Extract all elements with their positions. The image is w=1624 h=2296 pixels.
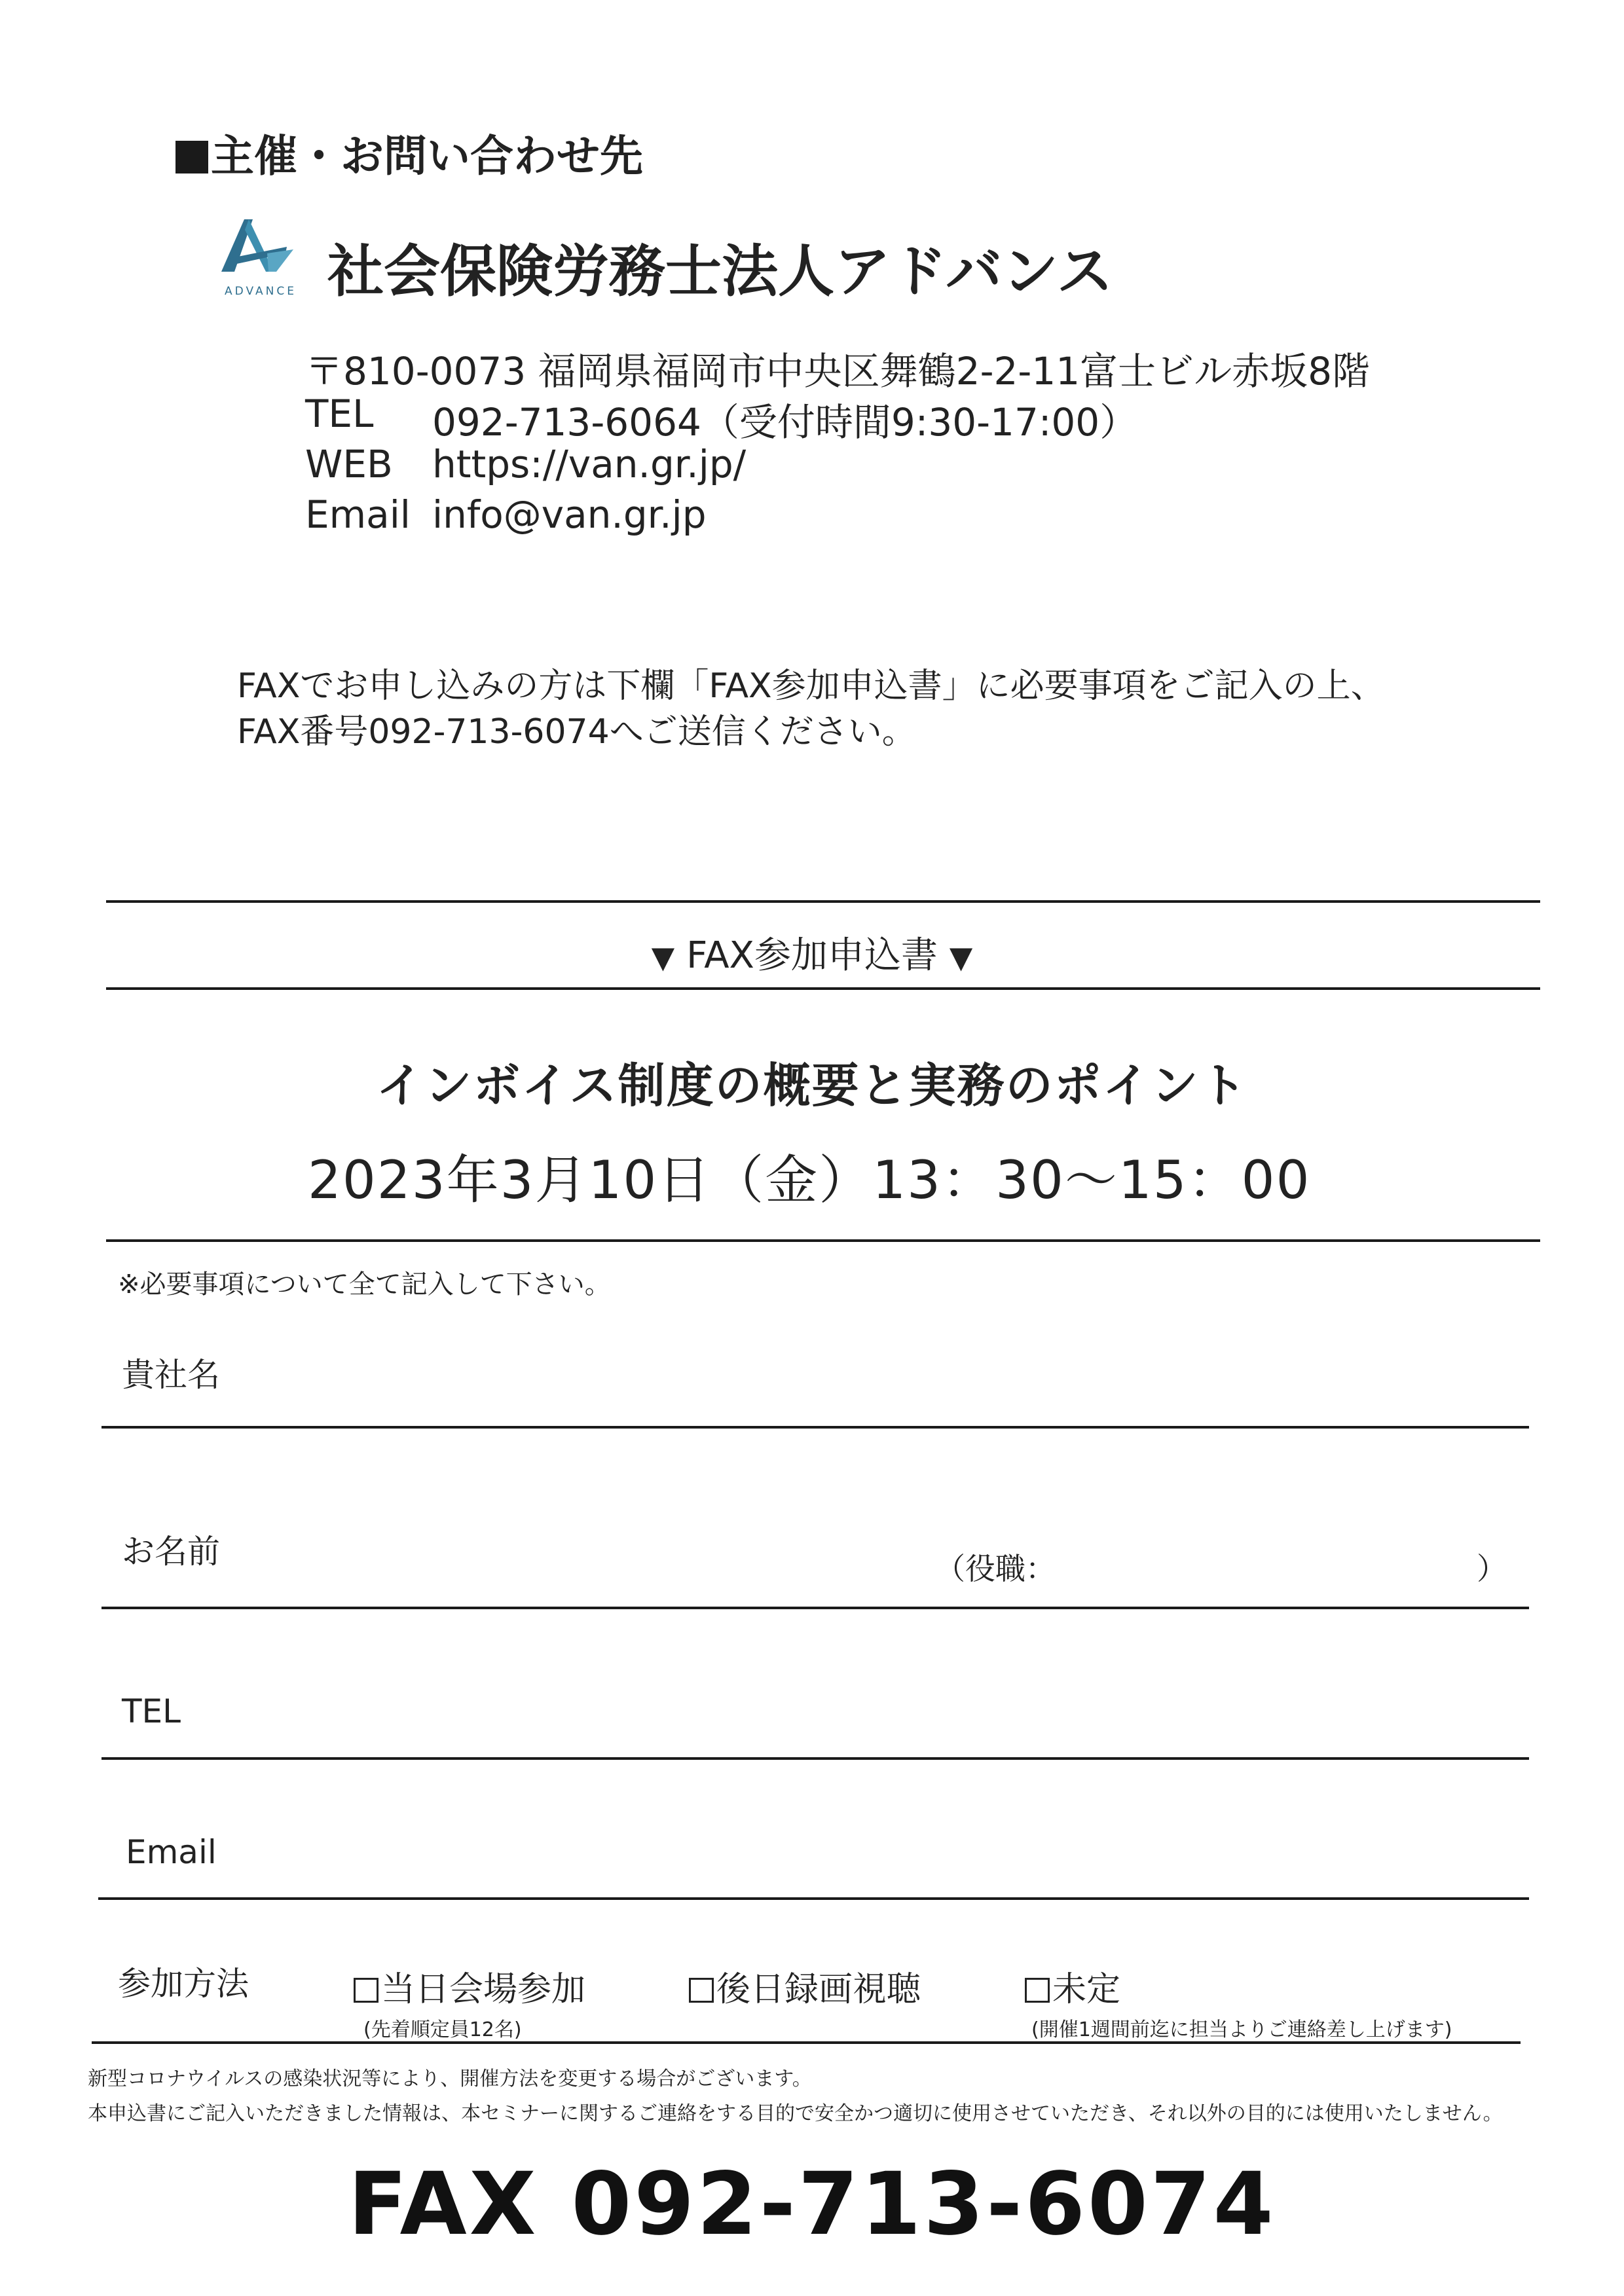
email-field[interactable] xyxy=(308,1817,1526,1889)
attendance-underline xyxy=(92,2041,1521,2044)
organization-name: 社会保険労務士法人アドバンス xyxy=(327,239,1113,304)
seminar-title: インボイス制度の概要と実務のポイント xyxy=(376,1058,1248,1113)
disclaimer-privacy: 本申込書にご記入いただきました情報は、本セミナーに関するご連絡をする目的で安全かつ適切に使用させていただき、それ以外の目的には使用いたしません。 xyxy=(88,2102,1503,2125)
company-label: 貴社名 xyxy=(122,1356,220,1394)
attend-undecided-option[interactable]: 未定 xyxy=(1025,1961,1120,2011)
divider xyxy=(106,900,1540,903)
attendance-label: 参加方法 xyxy=(118,1965,249,2003)
disclaimer-covid: 新型コロナウイルスの感染状況等により、開催方法を変更する場合がございます。 xyxy=(88,2068,812,2090)
form-heading: ▼ FAX参加申込書 ▼ xyxy=(651,934,973,977)
company-underline xyxy=(101,1426,1529,1429)
tel-field-label: TEL xyxy=(122,1692,181,1730)
advance-logo xyxy=(208,206,313,304)
divider xyxy=(106,987,1540,990)
tel-label: TEL xyxy=(305,392,374,436)
email-field-label: Email xyxy=(126,1833,217,1871)
down-triangle-icon: ▼ xyxy=(651,939,675,975)
logo-wordmark: ADVANCE xyxy=(225,285,297,298)
required-note: ※必要事項について全て記入して下さい。 xyxy=(118,1269,611,1300)
attend-recording-option[interactable]: 後日録画視聴 xyxy=(689,1961,921,2011)
checkbox[interactable] xyxy=(1025,1978,1050,2003)
tel-field[interactable] xyxy=(308,1676,1526,1748)
name-underline xyxy=(101,1607,1529,1609)
down-triangle-icon: ▼ xyxy=(949,939,973,975)
divider xyxy=(106,1239,1540,1242)
position-close: ） xyxy=(1477,1551,1507,1586)
web-label: WEB xyxy=(305,442,393,486)
name-field[interactable] xyxy=(308,1506,917,1591)
checkbox[interactable] xyxy=(689,1978,714,2003)
black-square-icon xyxy=(175,141,208,173)
attend-venue-option[interactable]: 当日会場参加 xyxy=(354,1961,585,2011)
email-label: Email xyxy=(305,492,411,537)
position-field[interactable] xyxy=(1048,1525,1467,1591)
email-underline xyxy=(98,1897,1529,1900)
company-field[interactable] xyxy=(308,1336,1526,1414)
venue-capacity-note: (先着順定員12名) xyxy=(363,2018,522,2041)
checkbox[interactable] xyxy=(354,1978,378,2003)
advance-logo-mark xyxy=(208,206,313,304)
fax-number: FAX 092-713-6074 xyxy=(348,2154,1276,2255)
fax-instruction-line1: FAXでお申し込みの方は下欄「FAX参加申込書」に必要事項をご記入の上、 xyxy=(237,666,1385,706)
email-link[interactable]: info@van.gr.jp xyxy=(432,492,707,537)
section-title: 主催・お問い合わせ先 xyxy=(175,121,643,183)
web-link[interactable]: https://van.gr.jp/ xyxy=(432,442,747,486)
fax-instruction-line2: FAX番号092-713-6074へご送信ください。 xyxy=(237,712,916,752)
tel-underline xyxy=(101,1757,1529,1760)
undecided-note: (開催1週間前迄に担当よりご連絡差し上げます) xyxy=(1031,2018,1452,2041)
address: 〒810-0073 福岡県福岡市中央区舞鶴2-2-11富士ビル赤坂8階 xyxy=(305,349,1371,393)
position-label: （役職： xyxy=(935,1551,1056,1586)
tel-value[interactable]: 092-713-6064（受付時間9:30-17:00） xyxy=(432,400,1138,445)
name-label: お名前 xyxy=(122,1533,220,1571)
seminar-date: 2023年3月10日（金）13：30〜15：00 xyxy=(308,1150,1311,1211)
